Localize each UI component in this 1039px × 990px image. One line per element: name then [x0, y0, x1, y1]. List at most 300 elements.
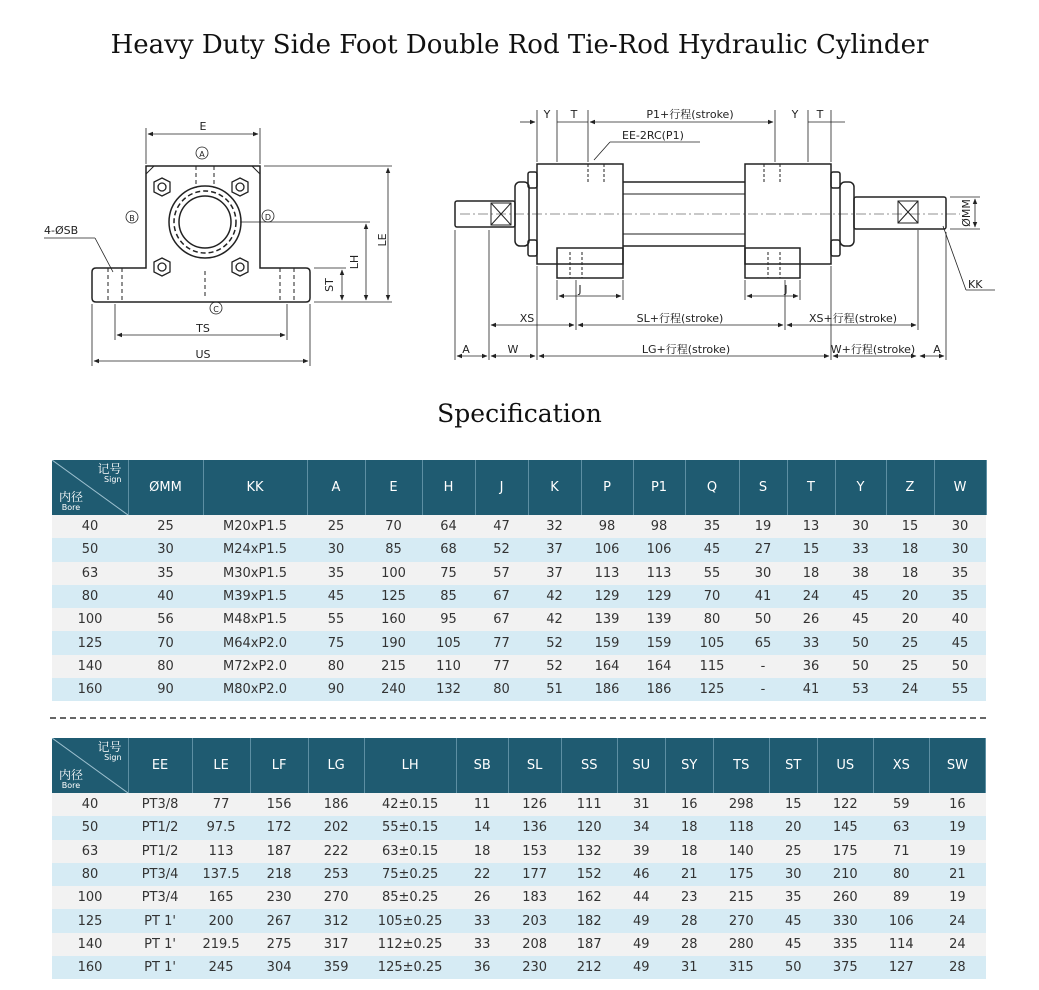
- table-cell: 38: [835, 562, 886, 585]
- column-header: ØMM: [128, 460, 203, 515]
- corner-bore-en: Bore: [61, 781, 81, 790]
- table-cell: 13: [787, 515, 835, 538]
- column-header: SB: [456, 738, 508, 793]
- bore-cell: 50: [52, 816, 128, 839]
- table-cell: 15: [886, 515, 934, 538]
- technical-drawing: [0, 0, 1039, 400]
- column-header: LF: [250, 738, 308, 793]
- table-cell: 139: [581, 608, 633, 631]
- table-cell: 125±0.25: [364, 956, 456, 979]
- table-cell: 222: [308, 840, 364, 863]
- table-cell: 45: [835, 585, 886, 608]
- column-header: ST: [769, 738, 817, 793]
- end-view: [92, 166, 310, 302]
- table-cell: M48xP1.5: [203, 608, 307, 631]
- table-cell: 215: [365, 655, 422, 678]
- table-cell: 80: [307, 655, 365, 678]
- column-header: Z: [886, 460, 934, 515]
- dim-label-t-left: T: [570, 108, 578, 121]
- table-cell: 218: [250, 863, 308, 886]
- dim-label-e: E: [199, 120, 207, 133]
- corner-sign-cn: 记号: [97, 740, 122, 754]
- port-label-c: C: [213, 305, 219, 314]
- table-cell: PT3/4: [128, 886, 192, 909]
- table-cell: 64: [422, 515, 475, 538]
- foot-holes: [108, 268, 294, 302]
- table-cell: 24: [929, 909, 985, 932]
- dim-label-t-right: T: [816, 108, 824, 121]
- table-cell: 80: [128, 655, 203, 678]
- table-cell: 35: [685, 515, 739, 538]
- table-cell: 80: [873, 863, 929, 886]
- corner-sign-cn: 记号: [97, 462, 122, 476]
- table-cell: 35: [934, 585, 986, 608]
- column-header: KK: [203, 460, 307, 515]
- table-cell: 129: [581, 585, 633, 608]
- table-cell: 77: [192, 793, 250, 816]
- table-cell: 45: [769, 909, 817, 932]
- table-cell: 63±0.15: [364, 840, 456, 863]
- table-cell: 159: [581, 631, 633, 654]
- table-cell: PT3/8: [128, 793, 192, 816]
- table-row: [52, 631, 986, 654]
- table-cell: 25: [886, 631, 934, 654]
- table-cell: 45: [769, 933, 817, 956]
- bore-cell: 63: [52, 562, 128, 585]
- column-header: SW: [929, 738, 985, 793]
- table-cell: 41: [787, 678, 835, 701]
- table-cell: 280: [713, 933, 769, 956]
- corner-sign-en: Sign: [104, 475, 122, 484]
- table-cell: 159: [633, 631, 685, 654]
- table-cell: 106: [633, 538, 685, 561]
- dim-label-j-right: J: [784, 283, 788, 296]
- table-cell: 35: [934, 562, 986, 585]
- table-cell: 175: [713, 863, 769, 886]
- table-cell: 153: [508, 840, 561, 863]
- table-cell: 200: [192, 909, 250, 932]
- dim-label-w-stroke: W+行程(stroke): [830, 343, 916, 356]
- table-cell: 140: [713, 840, 769, 863]
- section-divider: [50, 717, 986, 719]
- table-cell: M80xP2.0: [203, 678, 307, 701]
- table-cell: 15: [787, 538, 835, 561]
- table-cell: 129: [633, 585, 685, 608]
- table-cell: PT 1': [128, 956, 192, 979]
- table-cell: 42: [528, 608, 581, 631]
- table-cell: M39xP1.5: [203, 585, 307, 608]
- spec-table-2: [52, 738, 986, 979]
- column-header: LG: [308, 738, 364, 793]
- column-header: J: [475, 460, 528, 515]
- table-cell: 330: [817, 909, 873, 932]
- table-cell: 230: [508, 956, 561, 979]
- table-cell: 18: [665, 816, 713, 839]
- table-cell: 59: [873, 793, 929, 816]
- table-header-row: [52, 460, 986, 515]
- column-header: SS: [561, 738, 617, 793]
- table-cell: 26: [456, 886, 508, 909]
- table-cell: 110: [422, 655, 475, 678]
- dim-label-w: W: [507, 343, 519, 356]
- bore-outer: [169, 186, 241, 258]
- dim-label-j-left: J: [578, 283, 582, 296]
- table-cell: 52: [528, 655, 581, 678]
- table-row: [52, 655, 986, 678]
- table-cell: 77: [475, 655, 528, 678]
- table-cell: 25: [886, 655, 934, 678]
- table-cell: 113: [581, 562, 633, 585]
- column-header: S: [739, 460, 787, 515]
- table-cell: 67: [475, 585, 528, 608]
- table-cell: 53: [835, 678, 886, 701]
- table-cell: 30: [128, 538, 203, 561]
- table-cell: 122: [817, 793, 873, 816]
- table-cell: 97.5: [192, 816, 250, 839]
- table-row: [52, 585, 986, 608]
- specification-title: Specification: [437, 399, 602, 428]
- corner-bore-en: Bore: [61, 503, 81, 512]
- table-cell: 75±0.25: [364, 863, 456, 886]
- table-cell: 11: [456, 793, 508, 816]
- table-cell: 190: [365, 631, 422, 654]
- table-cell: 156: [250, 793, 308, 816]
- table-cell: 49: [617, 956, 665, 979]
- table-cell: 230: [250, 886, 308, 909]
- table-cell: 210: [817, 863, 873, 886]
- table-cell: 24: [929, 933, 985, 956]
- column-header: Y: [835, 460, 886, 515]
- dim-label-y-right: Y: [791, 108, 799, 121]
- dim-label-sb: 4-ØSB: [44, 224, 79, 237]
- table-cell: 113: [192, 840, 250, 863]
- table-cell: 208: [508, 933, 561, 956]
- table-cell: M30xP1.5: [203, 562, 307, 585]
- dim-label-us: US: [195, 348, 211, 361]
- dim-label-lh: LH: [348, 254, 361, 270]
- table-row: [52, 562, 986, 585]
- table-cell: 21: [665, 863, 713, 886]
- bore-cell: 80: [52, 863, 128, 886]
- table-cell: 55: [934, 678, 986, 701]
- table-cell: 40: [934, 608, 986, 631]
- table-cell: 35: [128, 562, 203, 585]
- side-view-dimensions: [455, 110, 995, 360]
- bore-inner: [179, 196, 231, 248]
- table-cell: 175: [817, 840, 873, 863]
- table-cell: 95: [422, 608, 475, 631]
- table-cell: 177: [508, 863, 561, 886]
- table-cell: 50: [835, 631, 886, 654]
- table-cell: 105: [685, 631, 739, 654]
- corner-header: [52, 460, 128, 515]
- table-cell: 85±0.25: [364, 886, 456, 909]
- column-header: W: [934, 460, 986, 515]
- table-cell: 275: [250, 933, 308, 956]
- table-cell: -: [739, 678, 787, 701]
- table-cell: 98: [633, 515, 685, 538]
- spec-table-1: [52, 460, 987, 701]
- table-cell: 359: [308, 956, 364, 979]
- column-header: Q: [685, 460, 739, 515]
- table-cell: 45: [934, 631, 986, 654]
- table-row: [52, 538, 986, 561]
- corner-bore-cn: 内径: [59, 768, 84, 782]
- table-cell: 85: [365, 538, 422, 561]
- table-cell: 67: [475, 608, 528, 631]
- table-cell: 20: [886, 585, 934, 608]
- table-cell: 90: [307, 678, 365, 701]
- table-row: [52, 816, 986, 839]
- table-cell: 164: [581, 655, 633, 678]
- table-cell: 37: [528, 538, 581, 561]
- table-cell: 137.5: [192, 863, 250, 886]
- table-cell: 118: [713, 816, 769, 839]
- table-cell: 125: [365, 585, 422, 608]
- table-cell: 105: [422, 631, 475, 654]
- dim-label-xs-stroke: XS+行程(stroke): [808, 312, 898, 325]
- column-header: US: [817, 738, 873, 793]
- table-cell: 52: [475, 538, 528, 561]
- table-cell: 50: [934, 655, 986, 678]
- table-cell: 25: [307, 515, 365, 538]
- table-cell: 120: [561, 816, 617, 839]
- table-cell: 136: [508, 816, 561, 839]
- column-header: E: [365, 460, 422, 515]
- table-cell: 18: [456, 840, 508, 863]
- table-cell: 202: [308, 816, 364, 839]
- table-cell: 80: [685, 608, 739, 631]
- table-cell: 49: [617, 909, 665, 932]
- table-cell: 35: [769, 886, 817, 909]
- table-row: [52, 863, 986, 886]
- table-cell: 186: [308, 793, 364, 816]
- table-cell: 50: [835, 655, 886, 678]
- table-cell: 375: [817, 956, 873, 979]
- dim-label-sl: SL+行程(stroke): [636, 312, 724, 325]
- table-cell: 33: [835, 538, 886, 561]
- column-header: A: [307, 460, 365, 515]
- table-cell: 106: [581, 538, 633, 561]
- table-cell: 16: [665, 793, 713, 816]
- table-cell: 65: [739, 631, 787, 654]
- table-cell: 145: [817, 816, 873, 839]
- table-cell: 32: [528, 515, 581, 538]
- table-cell: 24: [787, 585, 835, 608]
- table-cell: M24xP1.5: [203, 538, 307, 561]
- table-cell: 85: [422, 585, 475, 608]
- table-cell: 298: [713, 793, 769, 816]
- dim-label-kk: KK: [968, 278, 983, 291]
- table-cell: 36: [787, 655, 835, 678]
- table-cell: 24: [886, 678, 934, 701]
- table-cell: 80: [475, 678, 528, 701]
- dim-label-ee: EE-2RC(P1): [622, 129, 684, 142]
- table-cell: 100: [365, 562, 422, 585]
- table-cell: 172: [250, 816, 308, 839]
- column-header: P1: [633, 460, 685, 515]
- table-cell: 127: [873, 956, 929, 979]
- table-cell: 71: [873, 840, 929, 863]
- table-cell: 19: [929, 816, 985, 839]
- table-cell: 26: [787, 608, 835, 631]
- bore-cell: 100: [52, 608, 128, 631]
- table-header-row: [52, 738, 986, 793]
- table-cell: 42±0.15: [364, 793, 456, 816]
- column-header: H: [422, 460, 475, 515]
- table-cell: 57: [475, 562, 528, 585]
- table-cell: 31: [617, 793, 665, 816]
- port-label-b: B: [129, 214, 135, 223]
- table-cell: 28: [665, 909, 713, 932]
- table-cell: PT 1': [128, 909, 192, 932]
- bore-cell: 125: [52, 631, 128, 654]
- column-header: P: [581, 460, 633, 515]
- table-cell: 14: [456, 816, 508, 839]
- table-cell: 245: [192, 956, 250, 979]
- table-cell: 30: [307, 538, 365, 561]
- table-row: [52, 886, 986, 909]
- table-cell: 165: [192, 886, 250, 909]
- table-cell: 112±0.25: [364, 933, 456, 956]
- table-cell: 187: [561, 933, 617, 956]
- table-cell: 19: [739, 515, 787, 538]
- table-cell: 304: [250, 956, 308, 979]
- table-cell: 25: [769, 840, 817, 863]
- bore-mid: [174, 191, 236, 253]
- table-cell: -: [739, 655, 787, 678]
- table-cell: 270: [308, 886, 364, 909]
- table-cell: 75: [422, 562, 475, 585]
- table-cell: 18: [787, 562, 835, 585]
- dim-label-ts: TS: [196, 322, 210, 335]
- tie-rod-nuts: [154, 178, 248, 276]
- table-cell: 23: [665, 886, 713, 909]
- table-cell: 50: [769, 956, 817, 979]
- table-cell: 70: [128, 631, 203, 654]
- table-cell: 30: [769, 863, 817, 886]
- table-cell: 39: [617, 840, 665, 863]
- table-cell: 55: [307, 608, 365, 631]
- bore-cell: 40: [52, 515, 128, 538]
- table-cell: 52: [528, 631, 581, 654]
- table-cell: 18: [665, 840, 713, 863]
- column-header: LE: [192, 738, 250, 793]
- table-cell: 19: [929, 886, 985, 909]
- table-cell: 186: [633, 678, 685, 701]
- column-header: SL: [508, 738, 561, 793]
- corner-sign-en: Sign: [104, 753, 122, 762]
- table-cell: 89: [873, 886, 929, 909]
- table-cell: 36: [456, 956, 508, 979]
- bore-cell: 63: [52, 840, 128, 863]
- table-cell: 77: [475, 631, 528, 654]
- table-cell: 240: [365, 678, 422, 701]
- table-cell: PT 1': [128, 933, 192, 956]
- table-cell: 183: [508, 886, 561, 909]
- dim-label-mm: ØMM: [960, 199, 973, 227]
- table-cell: 56: [128, 608, 203, 631]
- bore-cell: 160: [52, 956, 128, 979]
- table-cell: 35: [307, 562, 365, 585]
- column-header: EE: [128, 738, 192, 793]
- table-cell: 315: [713, 956, 769, 979]
- table-cell: 335: [817, 933, 873, 956]
- table-cell: 162: [561, 886, 617, 909]
- table-cell: 55: [685, 562, 739, 585]
- table-cell: 215: [713, 886, 769, 909]
- table-cell: 30: [739, 562, 787, 585]
- corner-bore-cn: 内径: [59, 490, 84, 504]
- table-cell: 70: [365, 515, 422, 538]
- corner-header: [52, 738, 128, 793]
- table-cell: 105±0.25: [364, 909, 456, 932]
- table-cell: 164: [633, 655, 685, 678]
- bore-cell: 50: [52, 538, 128, 561]
- table-cell: 41: [739, 585, 787, 608]
- table-cell: M72xP2.0: [203, 655, 307, 678]
- bore-cell: 140: [52, 933, 128, 956]
- dim-label-p1: P1+行程(stroke): [646, 108, 734, 121]
- table-cell: 50: [739, 608, 787, 631]
- table-cell: 27: [739, 538, 787, 561]
- table-cell: 203: [508, 909, 561, 932]
- port-label-d: D: [264, 213, 272, 222]
- column-header: K: [528, 460, 581, 515]
- table-cell: 34: [617, 816, 665, 839]
- table-cell: 33: [456, 933, 508, 956]
- column-header: T: [787, 460, 835, 515]
- dim-label-a-right: A: [933, 343, 941, 356]
- table-cell: 28: [929, 956, 985, 979]
- table-row: [52, 678, 986, 701]
- table-cell: 30: [835, 515, 886, 538]
- table-cell: M64xP2.0: [203, 631, 307, 654]
- side-view: [455, 164, 960, 278]
- table-cell: 152: [561, 863, 617, 886]
- table-cell: 68: [422, 538, 475, 561]
- table-cell: 46: [617, 863, 665, 886]
- dim-label-st: ST: [323, 278, 336, 292]
- column-header: LH: [364, 738, 456, 793]
- table-row: [52, 608, 986, 631]
- table-cell: 90: [128, 678, 203, 701]
- table-cell: 253: [308, 863, 364, 886]
- table-cell: 19: [929, 840, 985, 863]
- table-cell: 31: [665, 956, 713, 979]
- bore-cell: 160: [52, 678, 128, 701]
- column-header: SU: [617, 738, 665, 793]
- table-cell: 45: [307, 585, 365, 608]
- table-cell: 187: [250, 840, 308, 863]
- table-row: [52, 515, 986, 538]
- table-cell: 16: [929, 793, 985, 816]
- table-cell: 312: [308, 909, 364, 932]
- table-cell: 45: [685, 538, 739, 561]
- table-cell: 55±0.15: [364, 816, 456, 839]
- table-cell: 30: [934, 538, 986, 561]
- table-cell: 126: [508, 793, 561, 816]
- bore-cell: 80: [52, 585, 128, 608]
- table-cell: 20: [769, 816, 817, 839]
- table-row: [52, 909, 986, 932]
- table-cell: 132: [561, 840, 617, 863]
- table-cell: 125: [685, 678, 739, 701]
- table-cell: 160: [365, 608, 422, 631]
- table-cell: 267: [250, 909, 308, 932]
- table-cell: 98: [581, 515, 633, 538]
- table-cell: 212: [561, 956, 617, 979]
